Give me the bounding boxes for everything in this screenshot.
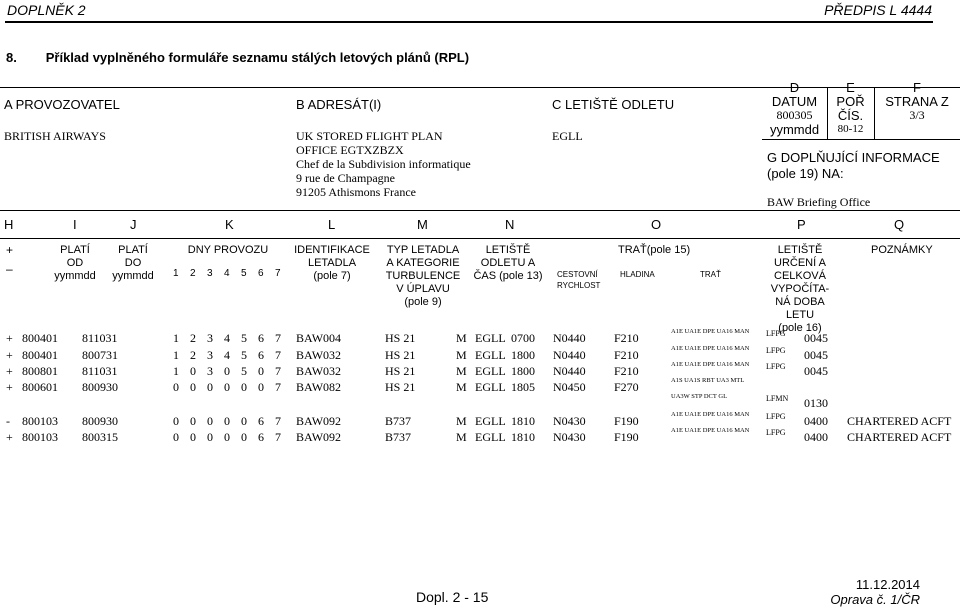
- cell-dest: LFMN: [766, 394, 789, 403]
- col-l-header: IDENTIFIKACE: [294, 244, 370, 256]
- cell-level: F210: [614, 348, 639, 362]
- cell-time: 1810: [511, 430, 535, 444]
- day-7: 7: [275, 268, 281, 279]
- cell-dest: LFPG: [766, 428, 786, 437]
- cell-day: 7: [275, 348, 281, 362]
- cell-day: 6: [258, 414, 264, 428]
- col-p-header: URČENÍ A: [774, 257, 826, 269]
- supplementary-info-value: BAW Briefing Office: [767, 195, 871, 209]
- cell-level: F210: [614, 331, 639, 345]
- departure-aerodrome-value: EGLL: [552, 129, 583, 143]
- cell-time: 1805: [511, 380, 535, 394]
- cell-day: 3: [207, 331, 213, 345]
- cell-sign: -: [6, 414, 10, 428]
- col-letter-p: P: [797, 217, 806, 232]
- cell-day: 7: [275, 331, 281, 345]
- cell-speed: N0430: [553, 430, 586, 444]
- cell-day: 4: [224, 348, 230, 362]
- cell-day: 6: [258, 348, 264, 362]
- col-l-header: (pole 7): [313, 270, 351, 282]
- day-6: 6: [258, 268, 264, 279]
- cell-to: 811031: [82, 364, 118, 378]
- day-2: 2: [190, 268, 196, 279]
- cell-day: 0: [207, 380, 213, 394]
- col-p-header: NÁ DOBA: [775, 296, 825, 308]
- cell-day: 4: [224, 331, 230, 345]
- cell-to: 800930: [82, 414, 118, 428]
- cell-dep: EGLL: [475, 364, 506, 378]
- cell-route: A1S UA1S RBT UA3 MTL: [671, 377, 745, 384]
- cell-day: 6: [258, 430, 264, 444]
- cell-day: 5: [241, 364, 247, 378]
- cell-id: BAW082: [296, 380, 342, 394]
- cell-level: F190: [614, 430, 639, 444]
- departure-aerodrome-label: C LETIŠTĚ ODLETU: [552, 97, 675, 112]
- col-p-header: (pole 16): [778, 322, 822, 334]
- cell-speed: N0440: [553, 348, 586, 362]
- cell-id: BAW092: [296, 430, 342, 444]
- form-letters-bottom-border: [0, 238, 960, 239]
- cell-day: 0: [190, 414, 196, 428]
- cell-day: 7: [275, 414, 281, 428]
- cell-wake: M: [456, 414, 467, 428]
- col-letter-j: J: [130, 217, 137, 232]
- cell-from: 800103: [22, 430, 58, 444]
- cell-day: 0: [190, 364, 196, 378]
- cell-eet: 0400: [804, 414, 828, 428]
- cell-dep: EGLL: [475, 380, 506, 394]
- cell-to: 811031: [82, 331, 118, 345]
- cell-day: 1: [173, 348, 179, 362]
- col-j-header: PLATÍ: [118, 244, 148, 256]
- col-p-header: LETU: [785, 309, 815, 321]
- cell-day: 1: [173, 331, 179, 345]
- col-j-header: yymmdd: [112, 270, 154, 282]
- col-letter-o: O: [651, 217, 662, 232]
- addressee-line: 9 rue de Champagne: [296, 171, 395, 185]
- cell-day: 0: [258, 380, 264, 394]
- cell-time: 0700: [511, 331, 535, 345]
- col-m-header: TURBULENCE: [385, 270, 461, 282]
- cell-dep: EGLL: [475, 414, 506, 428]
- footer-amendment: Oprava č. 1/ČR: [830, 592, 920, 607]
- cell-route: A1E UA1E DPE UA16 MAN: [671, 361, 750, 368]
- cell-day: 3: [207, 364, 213, 378]
- cell-time: 1800: [511, 364, 535, 378]
- serial-label: POŘ: [836, 94, 865, 109]
- cell-id: BAW004: [296, 331, 342, 345]
- cell-dest: LFPG: [766, 346, 786, 355]
- col-o-speed: RYCHLOST: [557, 281, 601, 290]
- cell-id: BAW032: [296, 348, 342, 362]
- cell-from: 800103: [22, 414, 58, 428]
- cell-from: 800401: [22, 331, 58, 345]
- addressee-label: B ADRESÁT(I): [296, 97, 382, 112]
- footer-page: Dopl. 2 - 15: [416, 589, 489, 605]
- cell-to: 800315: [82, 430, 118, 444]
- cell-day: 0: [173, 414, 179, 428]
- cell-day: 0: [224, 364, 230, 378]
- cell-wake: M: [456, 331, 467, 345]
- addressee-line: Chef de la Subdivision informatique: [296, 157, 471, 171]
- cell-dest: LFPG: [766, 329, 786, 338]
- cell-day: 0: [241, 430, 247, 444]
- cell-dep: EGLL: [475, 430, 506, 444]
- cell-day: 2: [190, 348, 196, 362]
- addressee-line: OFFICE EGTXZBZX: [296, 143, 404, 157]
- serial-label: ČÍS.: [837, 108, 864, 123]
- day-3: 3: [207, 268, 213, 279]
- col-q-header: POZNÁMKY: [871, 244, 933, 256]
- col-h-plus: +: [6, 243, 14, 257]
- col-m-header: V ÚPLAVU: [396, 283, 450, 295]
- cell-eet: 0045: [804, 331, 828, 345]
- page-label: STRANA Z: [885, 94, 949, 109]
- day-4: 4: [224, 268, 230, 279]
- col-l-header: LETADLA: [307, 257, 357, 269]
- cell-day: 0: [224, 380, 230, 394]
- header-right: PŘEDPIS L 4444: [824, 2, 932, 18]
- cell-speed: N0430: [553, 414, 586, 428]
- col-p-header: CELKOVÁ: [774, 270, 826, 282]
- footer-date: 11.12.2014: [855, 577, 920, 592]
- cell-id: BAW032: [296, 364, 342, 378]
- col-letter-h: H: [4, 217, 14, 232]
- cell-day: 5: [241, 331, 247, 345]
- col-letter-i: I: [73, 217, 77, 232]
- cell-type: HS 21: [385, 380, 416, 394]
- page-value: 3/3: [909, 108, 925, 122]
- cell-eet: 0400: [804, 430, 828, 444]
- cell-dest: LFPG: [766, 362, 786, 371]
- cell-day: 0: [224, 430, 230, 444]
- col-letter-q: Q: [894, 217, 905, 232]
- cell-sign: +: [6, 380, 13, 394]
- cell-time: 1800: [511, 348, 535, 362]
- cell-speed: N0440: [553, 364, 586, 378]
- cell-type: HS 21: [385, 348, 416, 362]
- col-p-header: VYPOČÍTA-: [770, 283, 830, 295]
- cell-day: 3: [207, 348, 213, 362]
- col-letter-l: L: [328, 217, 336, 232]
- col-letter-m: M: [417, 217, 428, 232]
- cell-day: 0: [241, 414, 247, 428]
- col-m-header: A KATEGORIE: [386, 257, 460, 269]
- cell-dep: EGLL: [475, 348, 506, 362]
- cell-type: HS 21: [385, 331, 416, 345]
- cell-note: CHARTERED ACFT: [847, 430, 952, 444]
- date-value: 800305: [776, 108, 813, 122]
- cell-route: A1E UA1E DPE UA16 MAN: [671, 411, 750, 418]
- cell-speed: N0450: [553, 380, 586, 394]
- day-1: 1: [173, 268, 179, 279]
- operator-value: BRITISH AIRWAYS: [4, 129, 106, 143]
- cell-sign: +: [6, 364, 13, 378]
- cell-day: 0: [241, 380, 247, 394]
- cell-day: 0: [207, 430, 213, 444]
- cell-to: 800731: [82, 348, 118, 362]
- cell-eet: 0130: [804, 396, 828, 410]
- col-m-header: TYP LETADLA: [386, 244, 460, 256]
- col-o-header: TRAŤ(pole 15): [618, 244, 691, 256]
- form-letters-top-border: [0, 210, 960, 211]
- col-m-header: (pole 9): [404, 296, 442, 308]
- date-label: DATUM: [771, 94, 818, 109]
- header-left: DOPLNĚK 2: [7, 2, 86, 18]
- cell-day: 0: [258, 364, 264, 378]
- cell-eet: 0045: [804, 348, 828, 362]
- cell-note: CHARTERED ACFT: [847, 414, 952, 428]
- cell-id: BAW092: [296, 414, 342, 428]
- cell-dest: LFPG: [766, 412, 786, 421]
- cell-level: F270: [614, 380, 639, 394]
- cell-level: F190: [614, 414, 639, 428]
- addressee-line: UK STORED FLIGHT PLAN: [296, 129, 443, 143]
- cell-time: 1810: [511, 414, 535, 428]
- cell-speed: N0440: [553, 331, 586, 345]
- col-i-header: PLATÍ: [60, 244, 90, 256]
- cell-wake: M: [456, 380, 467, 394]
- cell-day: 7: [275, 364, 281, 378]
- col-p-header: LETIŠTĚ: [777, 244, 823, 256]
- page-letter: F: [913, 80, 921, 95]
- serial-value: 80-12: [837, 123, 864, 135]
- section-title: 8. Příklad vyplněného formuláře seznamu stálých letových plánů (RPL): [6, 50, 470, 65]
- col-o-speed: CESTOVNÍ: [557, 270, 598, 279]
- col-o-route: TRAŤ: [700, 270, 721, 279]
- header-rule: [5, 21, 933, 23]
- cell-from: 800801: [22, 364, 58, 378]
- cell-sign: +: [6, 331, 13, 345]
- col-i-header: yymmdd: [54, 270, 96, 282]
- cell-day: 2: [190, 331, 196, 345]
- cell-day: 7: [275, 380, 281, 394]
- col-n-header: ODLETU A: [480, 257, 536, 269]
- col-letter-k: K: [225, 217, 234, 232]
- day-5: 5: [241, 268, 247, 279]
- cell-day: 1: [173, 364, 179, 378]
- date-letter: D: [789, 80, 800, 95]
- cell-sign: +: [6, 348, 13, 362]
- col-h-minus: –: [6, 262, 13, 276]
- cell-type: B737: [385, 430, 412, 444]
- cell-type: B737: [385, 414, 412, 428]
- divider-g-top: [762, 139, 960, 140]
- col-n-header: ČAS (pole 13): [473, 270, 543, 282]
- cell-from: 800401: [22, 348, 58, 362]
- cell-wake: M: [456, 430, 467, 444]
- cell-day: 6: [258, 331, 264, 345]
- cell-day: 0: [207, 414, 213, 428]
- date-format: yymmdd: [769, 122, 820, 137]
- cell-day: 0: [190, 430, 196, 444]
- cell-type: HS 21: [385, 364, 416, 378]
- col-letter-n: N: [505, 217, 515, 232]
- col-i-header: OD: [66, 257, 84, 269]
- col-j-header: DO: [124, 257, 142, 269]
- cell-day: 0: [173, 380, 179, 394]
- cell-day: 5: [241, 348, 247, 362]
- cell-route: A1E UA1E DPE UA16 MAN: [671, 427, 750, 434]
- cell-day: 0: [190, 380, 196, 394]
- cell-wake: M: [456, 364, 467, 378]
- operator-label: A PROVOZOVATEL: [4, 97, 120, 112]
- cell-day: 0: [173, 430, 179, 444]
- cell-level: F210: [614, 364, 639, 378]
- supplementary-info-label: G DOPLŇUJÍCÍ INFORMACE (pole 19) NA:: [767, 150, 940, 181]
- cell-from: 800601: [22, 380, 58, 394]
- cell-day: 7: [275, 430, 281, 444]
- cell-eet: 0045: [804, 364, 828, 378]
- cell-to: 800930: [82, 380, 118, 394]
- cell-wake: M: [456, 348, 467, 362]
- cell-sign: +: [6, 430, 13, 444]
- cell-day: 0: [224, 414, 230, 428]
- cell-route: A1E UA1E DPE UA16 MAN: [671, 345, 750, 352]
- cell-dep: EGLL: [475, 331, 506, 345]
- cell-route: UA3W STP DCT GL: [671, 393, 728, 400]
- col-n-header: LETIŠTĚ: [485, 244, 531, 256]
- addressee-line: 91205 Athismons France: [296, 185, 416, 199]
- col-o-level: HLADINA: [620, 270, 655, 279]
- serial-letter: E: [846, 80, 855, 95]
- col-k-header: DNY PROVOZU: [187, 244, 269, 256]
- cell-route: A1E UA1E DPE UA16 MAN: [671, 328, 750, 335]
